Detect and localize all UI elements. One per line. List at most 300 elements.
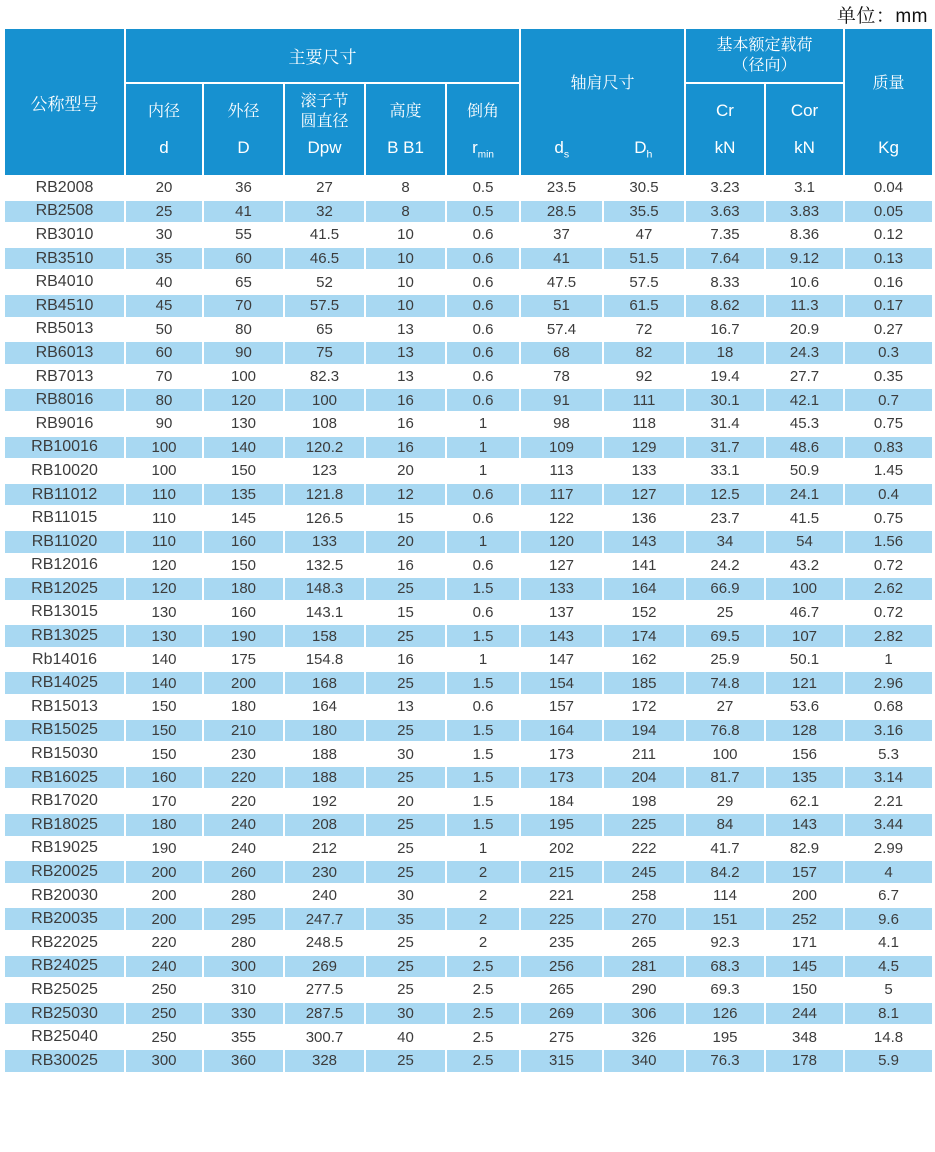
value-cell: 133 bbox=[520, 577, 603, 601]
value-cell: 41.5 bbox=[765, 506, 844, 530]
value-cell: 7.64 bbox=[685, 247, 765, 271]
mass-unit-row bbox=[845, 139, 932, 175]
value-cell: 40 bbox=[125, 270, 203, 294]
value-cell: 30.1 bbox=[685, 388, 765, 412]
model-cell: RB15013 bbox=[4, 695, 125, 719]
value-cell: 188 bbox=[284, 766, 365, 790]
value-cell: 1.5 bbox=[446, 766, 520, 790]
shoulder-group-label: 轴肩尺寸 bbox=[570, 75, 635, 93]
value-cell: 2 bbox=[446, 860, 520, 884]
value-cell: 68 bbox=[520, 341, 603, 365]
table-row bbox=[4, 789, 933, 813]
bearing-spec-table-container bbox=[3, 27, 932, 1074]
value-cell: 10 bbox=[365, 247, 446, 271]
value-cell: 164 bbox=[520, 719, 603, 743]
value-cell: 269 bbox=[284, 955, 365, 979]
col-header-height bbox=[365, 83, 446, 176]
value-cell: 0.72 bbox=[844, 601, 933, 625]
value-cell: 280 bbox=[203, 884, 284, 908]
value-cell: 240 bbox=[203, 813, 284, 837]
col-header-cor bbox=[765, 83, 844, 176]
value-cell: 3.63 bbox=[685, 200, 765, 224]
value-cell: 114 bbox=[685, 884, 765, 908]
table-row bbox=[4, 270, 933, 294]
value-cell: 72 bbox=[603, 318, 685, 342]
model-cell: RB2508 bbox=[4, 200, 125, 224]
roller-pitch-diameter-symbol: Dpw bbox=[307, 138, 342, 157]
value-cell: 53.6 bbox=[765, 695, 844, 719]
value-cell: 14.8 bbox=[844, 1025, 933, 1049]
value-cell: 160 bbox=[125, 766, 203, 790]
value-cell: 0.68 bbox=[844, 695, 933, 719]
value-cell: 31.4 bbox=[685, 412, 765, 436]
model-cell: RB10016 bbox=[4, 436, 125, 460]
value-cell: 250 bbox=[125, 1025, 203, 1049]
table-row bbox=[4, 907, 933, 931]
value-cell: 30 bbox=[365, 1002, 446, 1026]
value-cell: 28.5 bbox=[520, 200, 603, 224]
value-cell: 98 bbox=[520, 412, 603, 436]
mass-label: 质量 bbox=[872, 75, 905, 93]
value-cell: 1 bbox=[446, 530, 520, 554]
table-body bbox=[4, 176, 933, 1073]
model-cell: Rb14016 bbox=[4, 648, 125, 672]
value-cell: 0.3 bbox=[844, 341, 933, 365]
value-cell: 40 bbox=[365, 1025, 446, 1049]
value-cell: 76.3 bbox=[685, 1049, 765, 1073]
value-cell: 5 bbox=[844, 978, 933, 1002]
value-cell: 23.7 bbox=[685, 506, 765, 530]
col-group-shoulder-dimensions bbox=[520, 28, 685, 176]
value-cell: 51.5 bbox=[603, 247, 685, 271]
value-cell: 25 bbox=[125, 200, 203, 224]
value-cell: 15 bbox=[365, 506, 446, 530]
value-cell: 315 bbox=[520, 1049, 603, 1073]
value-cell: 348 bbox=[765, 1025, 844, 1049]
value-cell: 145 bbox=[765, 955, 844, 979]
value-cell: 27 bbox=[685, 695, 765, 719]
shoulder-symbols-row bbox=[521, 139, 684, 175]
value-cell: 130 bbox=[125, 601, 203, 625]
col-header-ds-symbol: $d_s$ bbox=[554, 138, 570, 161]
value-cell: 295 bbox=[203, 907, 284, 931]
value-cell: 300 bbox=[203, 955, 284, 979]
value-cell: 25 bbox=[365, 766, 446, 790]
value-cell: 50.9 bbox=[765, 459, 844, 483]
value-cell: 250 bbox=[125, 1002, 203, 1026]
value-cell: 0.04 bbox=[844, 176, 933, 200]
value-cell: 42.1 bbox=[765, 388, 844, 412]
table-row bbox=[4, 483, 933, 507]
value-cell: 9.12 bbox=[765, 247, 844, 271]
model-cell: RB18025 bbox=[4, 813, 125, 837]
value-cell: 100 bbox=[203, 365, 284, 389]
table-row bbox=[4, 318, 933, 342]
value-cell: 1.5 bbox=[446, 624, 520, 648]
value-cell: 1.5 bbox=[446, 671, 520, 695]
value-cell: 1.5 bbox=[446, 789, 520, 813]
value-cell: 141 bbox=[603, 554, 685, 578]
value-cell: 110 bbox=[125, 530, 203, 554]
value-cell: 290 bbox=[603, 978, 685, 1002]
value-cell: 220 bbox=[203, 766, 284, 790]
value-cell: 200 bbox=[125, 860, 203, 884]
value-cell: 137 bbox=[520, 601, 603, 625]
height-symbol: B B1 bbox=[387, 138, 424, 157]
model-cell: RB20035 bbox=[4, 907, 125, 931]
value-cell: 25 bbox=[365, 577, 446, 601]
table-row bbox=[4, 200, 933, 224]
model-cell: RB25030 bbox=[4, 1002, 125, 1026]
value-cell: 68.3 bbox=[685, 955, 765, 979]
model-cell: RB12025 bbox=[4, 577, 125, 601]
value-cell: 265 bbox=[520, 978, 603, 1002]
value-cell: 0.5 bbox=[446, 200, 520, 224]
value-cell: 0.6 bbox=[446, 318, 520, 342]
value-cell: 90 bbox=[203, 341, 284, 365]
value-cell: 3.16 bbox=[844, 719, 933, 743]
table-row bbox=[4, 1025, 933, 1049]
value-cell: 25 bbox=[365, 860, 446, 884]
value-cell: 57.5 bbox=[603, 270, 685, 294]
shoulder-header-stack bbox=[521, 29, 684, 175]
model-cell: RB4510 bbox=[4, 294, 125, 318]
model-cell: RB11015 bbox=[4, 506, 125, 530]
value-cell: 100 bbox=[125, 436, 203, 460]
table-row bbox=[4, 459, 933, 483]
bearing-spec-table bbox=[3, 27, 934, 1074]
value-cell: 1.5 bbox=[446, 719, 520, 743]
value-cell: 41.5 bbox=[284, 223, 365, 247]
value-cell: 258 bbox=[603, 884, 685, 908]
model-cell: RB6013 bbox=[4, 341, 125, 365]
value-cell: 2.5 bbox=[446, 955, 520, 979]
cr-unit: kN bbox=[714, 138, 736, 157]
value-cell: 287.5 bbox=[284, 1002, 365, 1026]
value-cell: 100 bbox=[284, 388, 365, 412]
value-cell: 330 bbox=[203, 1002, 284, 1026]
value-cell: 1 bbox=[446, 459, 520, 483]
value-cell: 7.35 bbox=[685, 223, 765, 247]
value-cell: 0.13 bbox=[844, 247, 933, 271]
value-cell: 65 bbox=[284, 318, 365, 342]
value-cell: 204 bbox=[603, 766, 685, 790]
value-cell: 8.62 bbox=[685, 294, 765, 318]
table-row bbox=[4, 294, 933, 318]
table-row bbox=[4, 247, 933, 271]
value-cell: 50.1 bbox=[765, 648, 844, 672]
value-cell: 160 bbox=[203, 601, 284, 625]
value-cell: 211 bbox=[603, 742, 685, 766]
value-cell: 35 bbox=[125, 247, 203, 271]
value-cell: 54 bbox=[765, 530, 844, 554]
value-cell: 84 bbox=[685, 813, 765, 837]
value-cell: 117 bbox=[520, 483, 603, 507]
value-cell: 43.2 bbox=[765, 554, 844, 578]
value-cell: 326 bbox=[603, 1025, 685, 1049]
model-cell: RB22025 bbox=[4, 931, 125, 955]
value-cell: 248.5 bbox=[284, 931, 365, 955]
value-cell: 13 bbox=[365, 318, 446, 342]
col-header-chamfer bbox=[446, 83, 520, 176]
value-cell: 16 bbox=[365, 412, 446, 436]
value-cell: 0.6 bbox=[446, 223, 520, 247]
value-cell: 194 bbox=[603, 719, 685, 743]
value-cell: 198 bbox=[603, 789, 685, 813]
value-cell: 8 bbox=[365, 176, 446, 200]
value-cell: 50 bbox=[125, 318, 203, 342]
value-cell: 150 bbox=[125, 742, 203, 766]
value-cell: 0.6 bbox=[446, 270, 520, 294]
value-cell: 37 bbox=[520, 223, 603, 247]
value-cell: 2 bbox=[446, 884, 520, 908]
value-cell: 5.3 bbox=[844, 742, 933, 766]
value-cell: 25 bbox=[365, 813, 446, 837]
value-cell: 18 bbox=[685, 341, 765, 365]
value-cell: 270 bbox=[603, 907, 685, 931]
model-cell: RB30025 bbox=[4, 1049, 125, 1073]
value-cell: 45.3 bbox=[765, 412, 844, 436]
value-cell: 57.5 bbox=[284, 294, 365, 318]
chamfer-symbol: $r_{min}$ bbox=[472, 138, 494, 161]
col-header-outer-diameter bbox=[203, 83, 284, 176]
value-cell: 27 bbox=[284, 176, 365, 200]
value-cell: 143 bbox=[520, 624, 603, 648]
value-cell: 20 bbox=[365, 459, 446, 483]
value-cell: 247.7 bbox=[284, 907, 365, 931]
cor-symbol: Cor bbox=[790, 101, 819, 121]
model-cell: RB12016 bbox=[4, 554, 125, 578]
value-cell: 60 bbox=[203, 247, 284, 271]
value-cell: 190 bbox=[125, 837, 203, 861]
value-cell: 120 bbox=[520, 530, 603, 554]
value-cell: 70 bbox=[203, 294, 284, 318]
model-cell: RB15025 bbox=[4, 719, 125, 743]
load-group-label-line1: 基本额定载荷 bbox=[716, 36, 813, 54]
value-cell: 140 bbox=[125, 648, 203, 672]
value-cell: 4.5 bbox=[844, 955, 933, 979]
value-cell: 208 bbox=[284, 813, 365, 837]
value-cell: 0.83 bbox=[844, 436, 933, 460]
value-cell: 100 bbox=[125, 459, 203, 483]
value-cell: 2.5 bbox=[446, 1002, 520, 1026]
value-cell: 24.3 bbox=[765, 341, 844, 365]
value-cell: 2.5 bbox=[446, 1025, 520, 1049]
value-cell: 133 bbox=[284, 530, 365, 554]
table-row bbox=[4, 577, 933, 601]
model-cell: RB16025 bbox=[4, 766, 125, 790]
value-cell: 118 bbox=[603, 412, 685, 436]
value-cell: 128 bbox=[765, 719, 844, 743]
value-cell: 1.45 bbox=[844, 459, 933, 483]
value-cell: 20 bbox=[125, 176, 203, 200]
value-cell: 140 bbox=[125, 671, 203, 695]
value-cell: 0.6 bbox=[446, 247, 520, 271]
value-cell: 0.6 bbox=[446, 506, 520, 530]
table-row bbox=[4, 530, 933, 554]
value-cell: 12.5 bbox=[685, 483, 765, 507]
value-cell: 174 bbox=[603, 624, 685, 648]
value-cell: 162 bbox=[603, 648, 685, 672]
value-cell: 190 bbox=[203, 624, 284, 648]
value-cell: 300 bbox=[125, 1049, 203, 1073]
value-cell: 55 bbox=[203, 223, 284, 247]
value-cell: 135 bbox=[203, 483, 284, 507]
value-cell: 3.23 bbox=[685, 176, 765, 200]
table-row bbox=[4, 412, 933, 436]
value-cell: 121.8 bbox=[284, 483, 365, 507]
model-cell: RB2008 bbox=[4, 176, 125, 200]
value-cell: 168 bbox=[284, 671, 365, 695]
value-cell: 82 bbox=[603, 341, 685, 365]
value-cell: 127 bbox=[603, 483, 685, 507]
value-cell: 200 bbox=[125, 907, 203, 931]
value-cell: 173 bbox=[520, 742, 603, 766]
value-cell: 143 bbox=[603, 530, 685, 554]
value-cell: 66.9 bbox=[685, 577, 765, 601]
value-cell: 25 bbox=[365, 931, 446, 955]
value-cell: 221 bbox=[520, 884, 603, 908]
value-cell: 269 bbox=[520, 1002, 603, 1026]
value-cell: 132.5 bbox=[284, 554, 365, 578]
model-cell: RB20025 bbox=[4, 860, 125, 884]
col-header-model: 公称型号 bbox=[4, 28, 125, 176]
value-cell: 130 bbox=[125, 624, 203, 648]
value-cell: 265 bbox=[603, 931, 685, 955]
value-cell: 202 bbox=[520, 837, 603, 861]
table-row bbox=[4, 648, 933, 672]
model-cell: RB17020 bbox=[4, 789, 125, 813]
value-cell: 0.6 bbox=[446, 601, 520, 625]
value-cell: 154 bbox=[520, 671, 603, 695]
value-cell: 0.6 bbox=[446, 294, 520, 318]
col-header-cr bbox=[685, 83, 765, 176]
value-cell: 281 bbox=[603, 955, 685, 979]
value-cell: 2 bbox=[446, 931, 520, 955]
value-cell: 8.36 bbox=[765, 223, 844, 247]
value-cell: 61.5 bbox=[603, 294, 685, 318]
value-cell: 133 bbox=[603, 459, 685, 483]
value-cell: 195 bbox=[520, 813, 603, 837]
table-row bbox=[4, 388, 933, 412]
value-cell: 280 bbox=[203, 931, 284, 955]
value-cell: 32 bbox=[284, 200, 365, 224]
value-cell: 0.6 bbox=[446, 341, 520, 365]
value-cell: 0.4 bbox=[844, 483, 933, 507]
value-cell: 220 bbox=[125, 931, 203, 955]
table-row bbox=[4, 624, 933, 648]
value-cell: 30 bbox=[365, 884, 446, 908]
table-row bbox=[4, 1049, 933, 1073]
value-cell: 6.7 bbox=[844, 884, 933, 908]
value-cell: 108 bbox=[284, 412, 365, 436]
value-cell: 10 bbox=[365, 270, 446, 294]
value-cell: 30 bbox=[365, 742, 446, 766]
table-row bbox=[4, 176, 933, 200]
value-cell: 260 bbox=[203, 860, 284, 884]
unit-label: 单位：mm bbox=[836, 6, 928, 27]
value-cell: 25 bbox=[365, 955, 446, 979]
value-cell: 2 bbox=[446, 907, 520, 931]
value-cell: 150 bbox=[125, 719, 203, 743]
value-cell: 0.6 bbox=[446, 365, 520, 389]
value-cell: 16 bbox=[365, 648, 446, 672]
value-cell: 16 bbox=[365, 554, 446, 578]
value-cell: 157 bbox=[765, 860, 844, 884]
value-cell: 25 bbox=[365, 1049, 446, 1073]
value-cell: 0.27 bbox=[844, 318, 933, 342]
value-cell: 172 bbox=[603, 695, 685, 719]
value-cell: 240 bbox=[125, 955, 203, 979]
value-cell: 57.4 bbox=[520, 318, 603, 342]
value-cell: 310 bbox=[203, 978, 284, 1002]
table-row bbox=[4, 695, 933, 719]
value-cell: 10 bbox=[365, 223, 446, 247]
value-cell: 2.62 bbox=[844, 577, 933, 601]
value-cell: 16 bbox=[365, 436, 446, 460]
value-cell: 220 bbox=[203, 789, 284, 813]
value-cell: 200 bbox=[765, 884, 844, 908]
value-cell: 2.99 bbox=[844, 837, 933, 861]
load-group-label-line2: （径向） bbox=[732, 56, 797, 74]
value-cell: 10.6 bbox=[765, 270, 844, 294]
value-cell: 91 bbox=[520, 388, 603, 412]
value-cell: 24.2 bbox=[685, 554, 765, 578]
value-cell: 3.83 bbox=[765, 200, 844, 224]
value-cell: 90 bbox=[125, 412, 203, 436]
value-cell: 2.5 bbox=[446, 978, 520, 1002]
value-cell: 158 bbox=[284, 624, 365, 648]
value-cell: 92 bbox=[603, 365, 685, 389]
value-cell: 256 bbox=[520, 955, 603, 979]
value-cell: 13 bbox=[365, 341, 446, 365]
value-cell: 151 bbox=[685, 907, 765, 931]
model-cell: RB3510 bbox=[4, 247, 125, 271]
value-cell: 212 bbox=[284, 837, 365, 861]
value-cell: 360 bbox=[203, 1049, 284, 1073]
value-cell: 180 bbox=[203, 695, 284, 719]
value-cell: 0.6 bbox=[446, 695, 520, 719]
roller-pitch-diameter-label: 滚子节 圆直径 bbox=[300, 93, 349, 130]
value-cell: 10 bbox=[365, 294, 446, 318]
value-cell: 1.5 bbox=[446, 813, 520, 837]
value-cell: 0.05 bbox=[844, 200, 933, 224]
value-cell: 20 bbox=[365, 530, 446, 554]
value-cell: 110 bbox=[125, 483, 203, 507]
value-cell: 147 bbox=[520, 648, 603, 672]
value-cell: 41.7 bbox=[685, 837, 765, 861]
table-row bbox=[4, 766, 933, 790]
value-cell: 8.33 bbox=[685, 270, 765, 294]
value-cell: 184 bbox=[520, 789, 603, 813]
model-cell: RB25040 bbox=[4, 1025, 125, 1049]
value-cell: 150 bbox=[125, 695, 203, 719]
col-header-roller-pitch-diameter bbox=[284, 83, 365, 176]
value-cell: 230 bbox=[284, 860, 365, 884]
value-cell: 16 bbox=[365, 388, 446, 412]
value-cell: 24.1 bbox=[765, 483, 844, 507]
value-cell: 100 bbox=[765, 577, 844, 601]
value-cell: 145 bbox=[203, 506, 284, 530]
value-cell: 107 bbox=[765, 624, 844, 648]
value-cell: 110 bbox=[125, 506, 203, 530]
value-cell: 129 bbox=[603, 436, 685, 460]
value-cell: 25 bbox=[365, 671, 446, 695]
value-cell: 244 bbox=[765, 1002, 844, 1026]
value-cell: 11.3 bbox=[765, 294, 844, 318]
value-cell: 2.21 bbox=[844, 789, 933, 813]
value-cell: 70 bbox=[125, 365, 203, 389]
